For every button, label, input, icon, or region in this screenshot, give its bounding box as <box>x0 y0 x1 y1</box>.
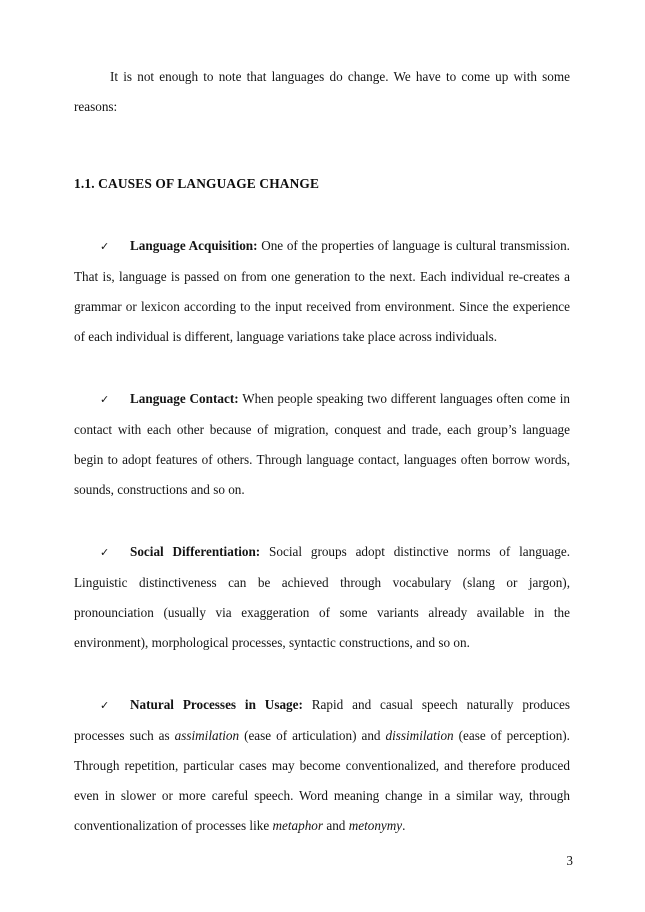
bullet-body-part-3: (ease of perception). Through repetition, particular cases may become conventionalized, and therefore produced even in slower or more careful speech. Word meaning change in a similar way, through conventionalization of processes like <box>74 728 570 833</box>
bullet-term: Language Contact: <box>130 391 239 406</box>
bullet-item-language-acquisition <box>74 231 570 352</box>
bullet-term: Social Differentiation: <box>130 544 261 559</box>
bullet-body: Social groups adopt distinctive norms of language. Linguistic distinctiveness can be achieved through vocabulary (slang or jargon), pronounciation (usually via exaggeration of some variants already available in the environment), morphological processes, syntactic constructions, and so on. <box>74 544 571 650</box>
bullet-body-part-1: Rapid and casual speech naturally produces processes such as <box>74 697 570 743</box>
bullet-term: Natural Processes in Usage: <box>130 697 303 712</box>
bullet-body-part-5: . <box>402 818 406 833</box>
bullet-paragraph <box>74 690 570 841</box>
bullet-item-natural-processes-in-usage <box>74 690 570 841</box>
bullet-paragraph <box>74 537 570 658</box>
italic-term-dissimilation: dissimilation <box>385 728 454 743</box>
intro-paragraph: It is not enough to note that languages do change. We have to come up with some reasons: <box>74 69 570 114</box>
italic-term-assimilation: assimilation <box>174 728 240 743</box>
checkmark-icon: ✓ <box>100 699 110 712</box>
checkmark-icon: ✓ <box>100 393 110 406</box>
italic-term-metaphor: metaphor <box>272 818 324 833</box>
bullet-paragraph <box>74 384 570 505</box>
page-number: 3 <box>566 853 573 868</box>
bullet-paragraph <box>74 231 570 352</box>
checkmark-icon: ✓ <box>100 546 110 559</box>
bullet-body: One of the properties of language is cultural transmission. That is, language is passed on from one generation to the next. Each individual re-creates a grammar or lexicon according to the input received from environment. Since the experience of each individual is different, language variations take place across individuals. <box>74 238 570 344</box>
page-content <box>74 62 570 841</box>
bullet-body-part-4: and <box>323 818 349 833</box>
section-heading: 1.1. CAUSES OF LANGUAGE CHANGE <box>74 176 320 191</box>
italic-term-metonymy: metonymy <box>348 818 403 833</box>
checkmark-icon: ✓ <box>100 240 110 253</box>
bullet-item-social-differentiation <box>74 537 570 658</box>
bullet-item-language-contact <box>74 384 570 505</box>
bullet-body-part-2: (ease of articulation) and <box>239 728 386 743</box>
bullet-body: When people speaking two different languages often come in contact with each other because of migration, conquest and trade, each group’s language begin to adopt features of others. Through language contact, languages often borrow words, sounds, constructions and so on. <box>74 391 570 497</box>
bullet-term: Language Acquisition: <box>130 238 258 253</box>
